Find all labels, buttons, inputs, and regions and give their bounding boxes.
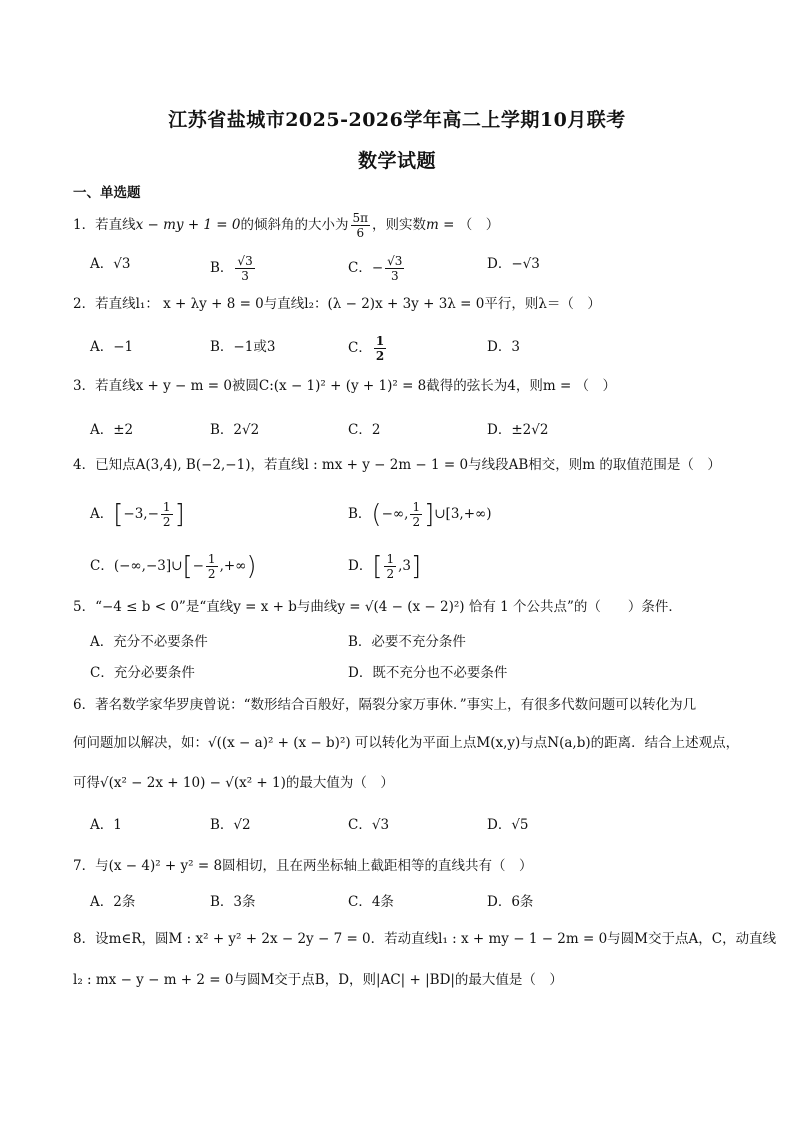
fraction [374, 334, 386, 363]
option-a [90, 632, 208, 652]
option-d [487, 337, 520, 357]
option-label: C． [348, 422, 372, 438]
question-number: 7． [73, 858, 96, 874]
fraction [351, 211, 371, 240]
question-text: 的倾斜角的大小为 [240, 217, 349, 233]
option-b [210, 815, 251, 835]
option-text: 6条 [511, 894, 534, 910]
bracket-left: [ [372, 551, 383, 582]
option-label: A． [90, 506, 114, 522]
question-text: 与(x − 4)² + y² = 8圆相切，且在两坐标轴上截距相等的直线共有（ ） [95, 858, 533, 874]
question-8-line-2: l₂ : mx − y − m + 2 = 0与圆M交于点B，D，则|AC| + |BD|的最大值是（ ） [73, 972, 563, 988]
fraction [206, 552, 218, 581]
option-text: 2√2 [233, 422, 260, 438]
question-text: 设m∈R，圆M : x² + y² + 2x − 2y − 7 = 0．若动直线l₁ : x + my − 1 − 2m = 0与圆M交于点A，C，动直线 [95, 931, 777, 947]
option-d [487, 254, 540, 274]
question-2 [73, 294, 601, 314]
question-text: ，则实数 [372, 217, 427, 233]
option-label: D． [487, 256, 512, 272]
question-text: 若直线 [95, 217, 136, 233]
fraction-denominator: 2 [386, 567, 395, 581]
fraction-denominator: 6 [356, 226, 365, 240]
fraction-denominator: 3 [241, 269, 249, 283]
option-text: −∞, [381, 506, 409, 522]
bracket-left: ( [371, 499, 382, 530]
option-text: −√3 [511, 256, 540, 272]
option-text: ,+∞ [219, 558, 247, 574]
option-label: D． [487, 422, 512, 438]
option-label: A． [90, 894, 114, 910]
fraction-numerator: √3 [237, 254, 253, 268]
option-label: D． [348, 665, 373, 681]
question-number: 8． [73, 931, 96, 947]
question-text: 若直线x + y − m = 0被圆C:(x − 1)² + (y + 1)² = 8截得的弦长为4，则m = （ ） [95, 378, 617, 394]
option-d [348, 663, 507, 683]
exam-title: 江苏省盐城市2025-2026学年高二上学期10月联考 [168, 109, 626, 131]
fraction [385, 254, 404, 283]
option-label: C． [90, 558, 114, 574]
fraction-denominator: 3 [390, 269, 399, 283]
option-d [487, 420, 548, 440]
fraction-numerator: √3 [387, 254, 403, 268]
option-text: 1 [113, 817, 122, 833]
question-number: 4． [73, 457, 96, 473]
question-text: = （ ） [438, 217, 500, 233]
option-b [210, 420, 259, 440]
option-label: C． [348, 894, 372, 910]
option-label: A． [90, 422, 114, 438]
question-number: 5． [73, 599, 96, 615]
question-3 [73, 376, 616, 396]
bracket-right: ] [174, 499, 185, 530]
option-label: C． [348, 260, 372, 276]
option-label: B． [210, 422, 234, 438]
question-4 [73, 455, 721, 475]
option-text: 既不充分也不必要条件 [372, 665, 508, 681]
bracket-left: [ [182, 551, 193, 582]
option-text: ,3 [398, 558, 412, 574]
question-7 [73, 856, 533, 876]
question-text: 若直线l₁： x + λy + 8 = 0与直线l₂：(λ − 2)x + 3y + 3λ = 0平行，则λ＝（ ） [95, 296, 601, 312]
option-text: √5 [511, 817, 529, 833]
option-label: A． [90, 256, 114, 272]
option-text: 3条 [233, 894, 256, 910]
question-text: 已知点A(3,4), B(−2,−1)，若直线l : mx + y − 2m − 1 = 0与线段AB相交，则m 的取值范围是（ ） [95, 457, 721, 473]
exam-subtitle: 数学试题 [357, 150, 436, 172]
question-text: 著名数学家华罗庚曾说：“数形结合百般好，隔裂分家万事休．”事实上，有很多代数问题可以转化为几 [95, 697, 697, 713]
option-a [90, 254, 130, 274]
option-c [348, 420, 380, 440]
bracket-right: ] [411, 551, 422, 582]
fraction-denominator: 2 [162, 515, 171, 529]
option-c [348, 815, 389, 835]
option-label: B． [210, 817, 234, 833]
option-label: C． [348, 340, 372, 356]
question-1 [73, 211, 499, 240]
option-label: A． [90, 634, 114, 650]
option-text: √3 [113, 256, 131, 272]
fraction-numerator: 1 [162, 500, 171, 514]
option-d [487, 815, 529, 835]
option-label: D． [348, 558, 373, 574]
fraction-denominator: 2 [207, 567, 216, 581]
section-heading: 一、单选题 [73, 185, 141, 201]
option-text: 2条 [113, 894, 136, 910]
option-label: B． [210, 260, 234, 276]
option-c [90, 552, 257, 581]
option-b [210, 337, 275, 357]
question-text: “−4 ≤ b < 0”是“直线y = x + b与曲线y = √(4 − (x − 2)²) 恰有 1 个公共点”的（ ）条件． [95, 599, 682, 615]
bracket-right: ] [424, 499, 435, 530]
fraction-denominator: 2 [375, 349, 385, 363]
option-b [348, 500, 492, 529]
option-a [90, 337, 133, 357]
math-variable: m [426, 217, 439, 233]
option-text: 3 [511, 339, 520, 355]
option-text: − [192, 558, 204, 574]
option-d [348, 552, 421, 581]
option-label: D． [487, 339, 512, 355]
question-number: 2． [73, 296, 96, 312]
option-c [348, 254, 406, 283]
option-label: C． [90, 665, 114, 681]
option-text: ±2√2 [511, 422, 549, 438]
option-label: B． [348, 634, 372, 650]
question-6-line-3: 可得√(x² − 2x + 10) − √(x² + 1)的最大值为（ ） [73, 775, 394, 791]
option-a [90, 420, 133, 440]
option-b [210, 892, 256, 912]
option-text: 2 [371, 422, 381, 438]
option-a [90, 815, 122, 835]
fraction [384, 552, 396, 581]
option-c [348, 334, 388, 363]
option-label: B． [210, 894, 234, 910]
fraction [410, 500, 422, 529]
option-text: ∪[3,+∞) [434, 506, 492, 522]
math-expression: x − my + 1 = 0 [135, 217, 241, 233]
fraction [161, 500, 173, 529]
fraction-numerator: 1 [386, 552, 395, 566]
option-text: 4条 [371, 894, 394, 910]
option-text: 充分必要条件 [113, 665, 195, 681]
option-b [210, 254, 257, 283]
question-number: 1． [73, 217, 96, 233]
option-text: −3,− [123, 506, 159, 522]
option-a [90, 892, 135, 912]
option-label: C． [348, 817, 372, 833]
option-text: −1 [113, 339, 134, 355]
question-8 [73, 929, 776, 949]
question-number: 6． [73, 697, 96, 713]
option-label: D． [487, 817, 512, 833]
option-a [90, 500, 185, 529]
fraction [235, 254, 254, 283]
option-text: √2 [233, 817, 251, 833]
option-label: A． [90, 817, 114, 833]
fraction-numerator: 1 [375, 334, 385, 348]
option-text: (−∞,−3]∪ [113, 558, 183, 574]
option-label: B． [210, 339, 234, 355]
option-b [348, 632, 466, 652]
option-text: 必要不充分条件 [371, 634, 466, 650]
question-5 [73, 597, 682, 617]
option-text: ±2 [113, 422, 134, 438]
fraction-denominator: 2 [412, 515, 421, 529]
question-6-line-2: 何问题加以解决，如：√((x − a)² + (x − b)²) 可以转化为平面上点M(x,y)与点N(a,b)的距离．结合上述观点， [73, 735, 740, 751]
option-label: A． [90, 339, 114, 355]
option-d [487, 892, 533, 912]
option-c [348, 892, 394, 912]
option-text: 充分不必要条件 [113, 634, 208, 650]
option-text: −1或3 [233, 339, 276, 355]
fraction-numerator: 5π [352, 211, 369, 225]
fraction-numerator: 1 [207, 552, 216, 566]
fraction-numerator: 1 [412, 500, 421, 514]
question-line [73, 695, 696, 715]
bracket-left: [ [113, 499, 124, 530]
option-label: B． [348, 506, 372, 522]
option-sign: − [371, 260, 384, 276]
question-number: 3． [73, 378, 96, 394]
question-6 [73, 695, 696, 715]
option-c [90, 663, 195, 683]
option-text: √3 [371, 817, 390, 833]
bracket-right: ) [246, 551, 257, 582]
option-label: D． [487, 894, 512, 910]
